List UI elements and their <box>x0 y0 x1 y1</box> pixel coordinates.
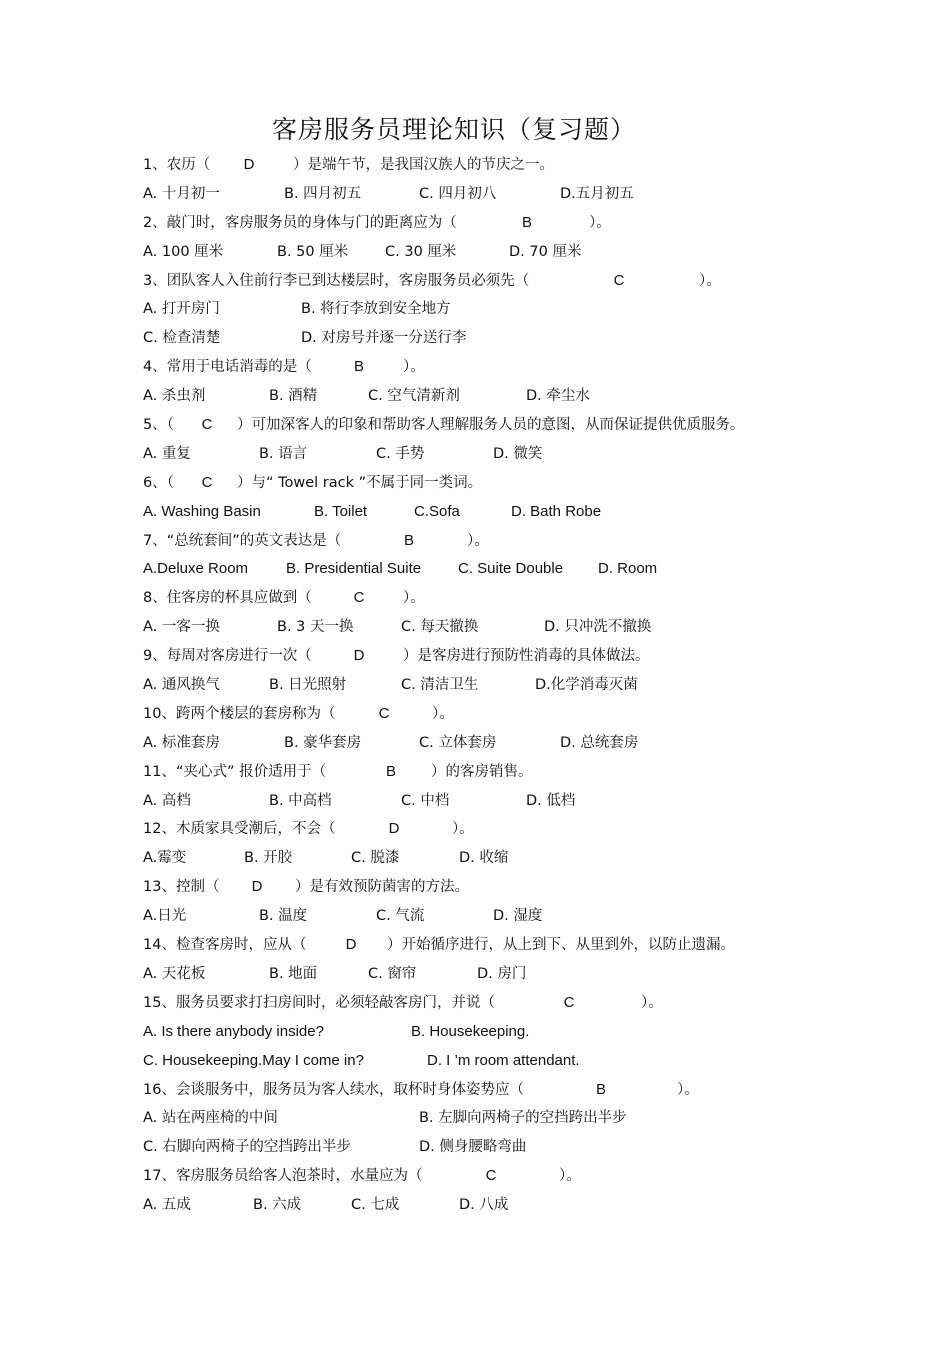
question-text: 5、（ <box>143 417 174 434</box>
question-text: 2、敲门时，客房服务员的身体与门的距离应为（ <box>143 214 457 231</box>
option-item: A. 站在两座椅的中间 <box>143 1110 278 1127</box>
option-item: D. 总统套房 <box>560 734 639 751</box>
option-item: B. 中高档 <box>269 792 332 809</box>
option-item: B. 开胶 <box>244 850 293 867</box>
option-item: D. 湿度 <box>493 908 543 925</box>
answer-letter: C <box>485 1167 497 1185</box>
answer-letter: C <box>613 271 625 289</box>
option-item: D.五月初五 <box>560 185 634 202</box>
option-row <box>143 555 883 584</box>
option-row <box>143 238 883 267</box>
answer-letter: B <box>385 762 396 780</box>
option-item: D. 收缩 <box>459 850 509 867</box>
option-item: C. 七成 <box>351 1197 400 1214</box>
question-text: 13、控制（ <box>143 879 220 896</box>
option-row <box>143 1133 883 1162</box>
answer-letter: C <box>353 589 365 607</box>
question-text: 17、客房服务员给客人泡茶时，水量应为（ <box>143 1168 423 1185</box>
option-item: B. Presidential Suite <box>286 560 422 578</box>
option-item: D. Bath Robe <box>511 502 602 520</box>
question-stem <box>143 1076 883 1105</box>
option-item: C. 右脚向两椅子的空挡跨出半步 <box>143 1139 351 1156</box>
option-item: C. 中档 <box>401 792 450 809</box>
option-item: A. 标准套房 <box>143 734 220 751</box>
question-text-tail: ）是有效预防菌害的方法。 <box>295 879 469 896</box>
question-text-tail: ）可加深客人的印象和帮助客人理解服务人员的意图，从而保证提供优质服务。 <box>237 417 745 434</box>
question-text-tail: ）。 <box>432 705 454 722</box>
option-row <box>143 844 883 873</box>
option-item: D. I ’m room attendant. <box>427 1051 580 1069</box>
option-item: D. 微笑 <box>493 445 543 462</box>
option-row <box>143 671 883 700</box>
option-item: B. Housekeeping. <box>411 1022 530 1040</box>
option-item: C. Housekeeping.May I come in? <box>143 1051 364 1069</box>
option-row <box>143 324 883 353</box>
option-item: A. 杀虫剂 <box>143 388 206 405</box>
answer-letter: D <box>388 820 400 838</box>
question-text: 7、“总统套间”的英文表达是（ <box>143 532 342 549</box>
answer-letter: D <box>251 878 263 896</box>
question-text: 16、会谈服务中，服务员为客人续水，取杯时身体姿势应（ <box>143 1081 524 1098</box>
question-text: 10、跨两个楼层的套房称为（ <box>143 705 336 722</box>
answer-letter: C <box>563 993 575 1011</box>
question-text-tail: ）。 <box>559 1168 581 1185</box>
question-list <box>143 151 883 1220</box>
option-item: D. 房门 <box>477 965 527 982</box>
option-item: A. 高档 <box>143 792 191 809</box>
option-item: B. 酒精 <box>269 388 318 405</box>
option-item: C. 空气清新剂 <box>368 388 460 405</box>
option-row <box>143 1047 883 1076</box>
question-text-tail: ）与“ Towel rack ”不属于同一类词。 <box>237 474 483 491</box>
answer-letter: B <box>595 1080 606 1098</box>
option-item: B. 六成 <box>253 1197 302 1214</box>
question-stem <box>143 815 883 844</box>
question-text-tail: ）。 <box>641 994 663 1011</box>
question-text: 9、每周对客房进行一次（ <box>143 648 312 665</box>
option-item: A.Deluxe Room <box>143 560 249 578</box>
option-row <box>143 382 883 411</box>
question-stem <box>143 353 883 382</box>
answer-letter: C <box>378 704 390 722</box>
option-item: C. 检查清楚 <box>143 330 221 347</box>
option-row <box>143 180 883 209</box>
option-item: B. 3 天一换 <box>277 619 354 636</box>
option-row <box>143 1018 883 1047</box>
option-item: B. 日光照射 <box>269 677 347 694</box>
question-text-tail: ）是客房进行预防性消毒的具体做法。 <box>403 648 650 665</box>
question-stem <box>143 584 883 613</box>
option-item: B. 豪华套房 <box>284 734 362 751</box>
question-text-tail: ）。 <box>403 590 425 607</box>
question-text: 3、团队客人入住前行李已到达楼层时，客房服务员必须先（ <box>143 272 530 289</box>
option-item: D. 70 厘米 <box>509 243 582 260</box>
option-item: D. 只冲洗不撤换 <box>544 619 652 636</box>
page-title: 客房服务员理论知识（复习题） <box>271 115 636 144</box>
question-text: 12、木质家具受潮后，不会（ <box>143 821 336 838</box>
option-item: C. 气流 <box>376 908 425 925</box>
answer-letter: B <box>353 358 364 376</box>
answer-letter: B <box>521 213 532 231</box>
option-row <box>143 295 883 324</box>
question-text-tail: ）。 <box>452 821 474 838</box>
option-item: C. 清洁卫生 <box>401 677 479 694</box>
answer-letter: D <box>243 156 255 173</box>
option-item: A. 重复 <box>143 445 191 462</box>
question-stem <box>143 469 883 498</box>
option-item: A. 五成 <box>143 1197 191 1214</box>
option-item: B. 温度 <box>259 908 308 925</box>
option-item: B. Toilet <box>314 502 368 520</box>
option-item: C. 脱漆 <box>351 850 400 867</box>
question-text: 15、服务员要求打扫房间时，必须轻敲客房门，并说（ <box>143 994 495 1011</box>
option-row <box>143 613 883 642</box>
question-stem <box>143 758 883 787</box>
question-text: 1、农历（ <box>143 157 211 173</box>
option-item: A. 打开房门 <box>143 301 220 318</box>
question-text: 8、住客房的杯具应做到（ <box>143 590 312 607</box>
question-text: 14、检查客房时，应从（ <box>143 937 307 954</box>
option-row <box>143 787 883 816</box>
option-item: C. Suite Double <box>458 560 564 578</box>
question-text-tail: ）。 <box>403 359 425 376</box>
answer-letter: B <box>403 531 414 549</box>
option-row <box>143 1191 883 1220</box>
option-item: B. 四月初五 <box>284 185 362 202</box>
option-item: C. 每天撤换 <box>401 619 479 636</box>
option-item: A. 天花板 <box>143 965 206 982</box>
option-row <box>143 902 883 931</box>
question-text: 6、（ <box>143 474 174 491</box>
question-stem <box>143 873 883 902</box>
answer-letter: D <box>345 936 357 954</box>
option-item: D. 侧身腰略弯曲 <box>419 1139 527 1156</box>
question-stem <box>143 642 883 671</box>
option-item: A. 一客一换 <box>143 619 220 636</box>
option-item: C. 30 厘米 <box>385 243 457 260</box>
option-item: A. 十月初一 <box>143 185 220 202</box>
option-row <box>143 498 883 527</box>
answer-letter: D <box>353 647 365 665</box>
option-item: D. Room <box>598 560 658 578</box>
question-text: 11、“夹心式” 报价适用于（ <box>143 763 327 780</box>
option-item: C. 立体套房 <box>419 734 497 751</box>
option-item: A. Washing Basin <box>143 502 261 520</box>
option-item: C. 窗帘 <box>368 965 417 982</box>
question-text-tail: ）。 <box>589 214 611 231</box>
question-stem <box>143 527 883 556</box>
option-item: B. 50 厘米 <box>277 243 349 260</box>
question-text: 4、常用于电话消毒的是（ <box>143 359 312 376</box>
option-row <box>143 960 883 989</box>
answer-letter: C <box>201 416 213 434</box>
option-item: A. 通风换气 <box>143 677 220 694</box>
option-item: A. Is there anybody inside? <box>143 1022 324 1040</box>
question-text-tail: ）是端午节，是我国汉族人的节庆之一。 <box>293 157 554 173</box>
question-stem <box>143 1162 883 1191</box>
question-text-tail: ）开始循序进行，从上到下、从里到外，以防止遗漏。 <box>387 937 735 954</box>
option-row <box>143 440 883 469</box>
question-text-tail: ）。 <box>467 532 489 549</box>
option-item: C.Sofa <box>414 502 460 520</box>
option-item: A.日光 <box>143 908 187 925</box>
question-stem <box>143 209 883 238</box>
option-item: B. 将行李放到安全地方 <box>301 301 451 318</box>
option-item: A.霉变 <box>143 850 187 867</box>
option-item: B. 左脚向两椅子的空挡跨出半步 <box>419 1110 627 1127</box>
question-stem <box>143 151 883 180</box>
question-stem <box>143 411 883 440</box>
option-item: D. 八成 <box>459 1197 509 1214</box>
question-stem <box>143 989 883 1018</box>
option-item: D. 低档 <box>526 792 576 809</box>
option-item: A. 100 厘米 <box>143 243 224 260</box>
option-item: D. 对房号并逐一分送行李 <box>301 330 467 347</box>
option-item: D. 牵尘水 <box>526 388 590 405</box>
question-stem <box>143 267 883 296</box>
option-item: B. 地面 <box>269 965 318 982</box>
question-text-tail: ）。 <box>699 272 721 289</box>
question-text-tail: ）。 <box>677 1081 699 1098</box>
option-item: C. 手势 <box>376 445 425 462</box>
option-item: B. 语言 <box>259 445 308 462</box>
option-row <box>143 729 883 758</box>
question-text-tail: ）的客房销售。 <box>431 763 533 780</box>
question-stem <box>143 700 883 729</box>
answer-letter: C <box>201 473 213 491</box>
option-item: D.化学消毒灭菌 <box>535 677 638 694</box>
question-stem <box>143 931 883 960</box>
option-item: C. 四月初八 <box>419 185 497 202</box>
option-row <box>143 1104 883 1133</box>
